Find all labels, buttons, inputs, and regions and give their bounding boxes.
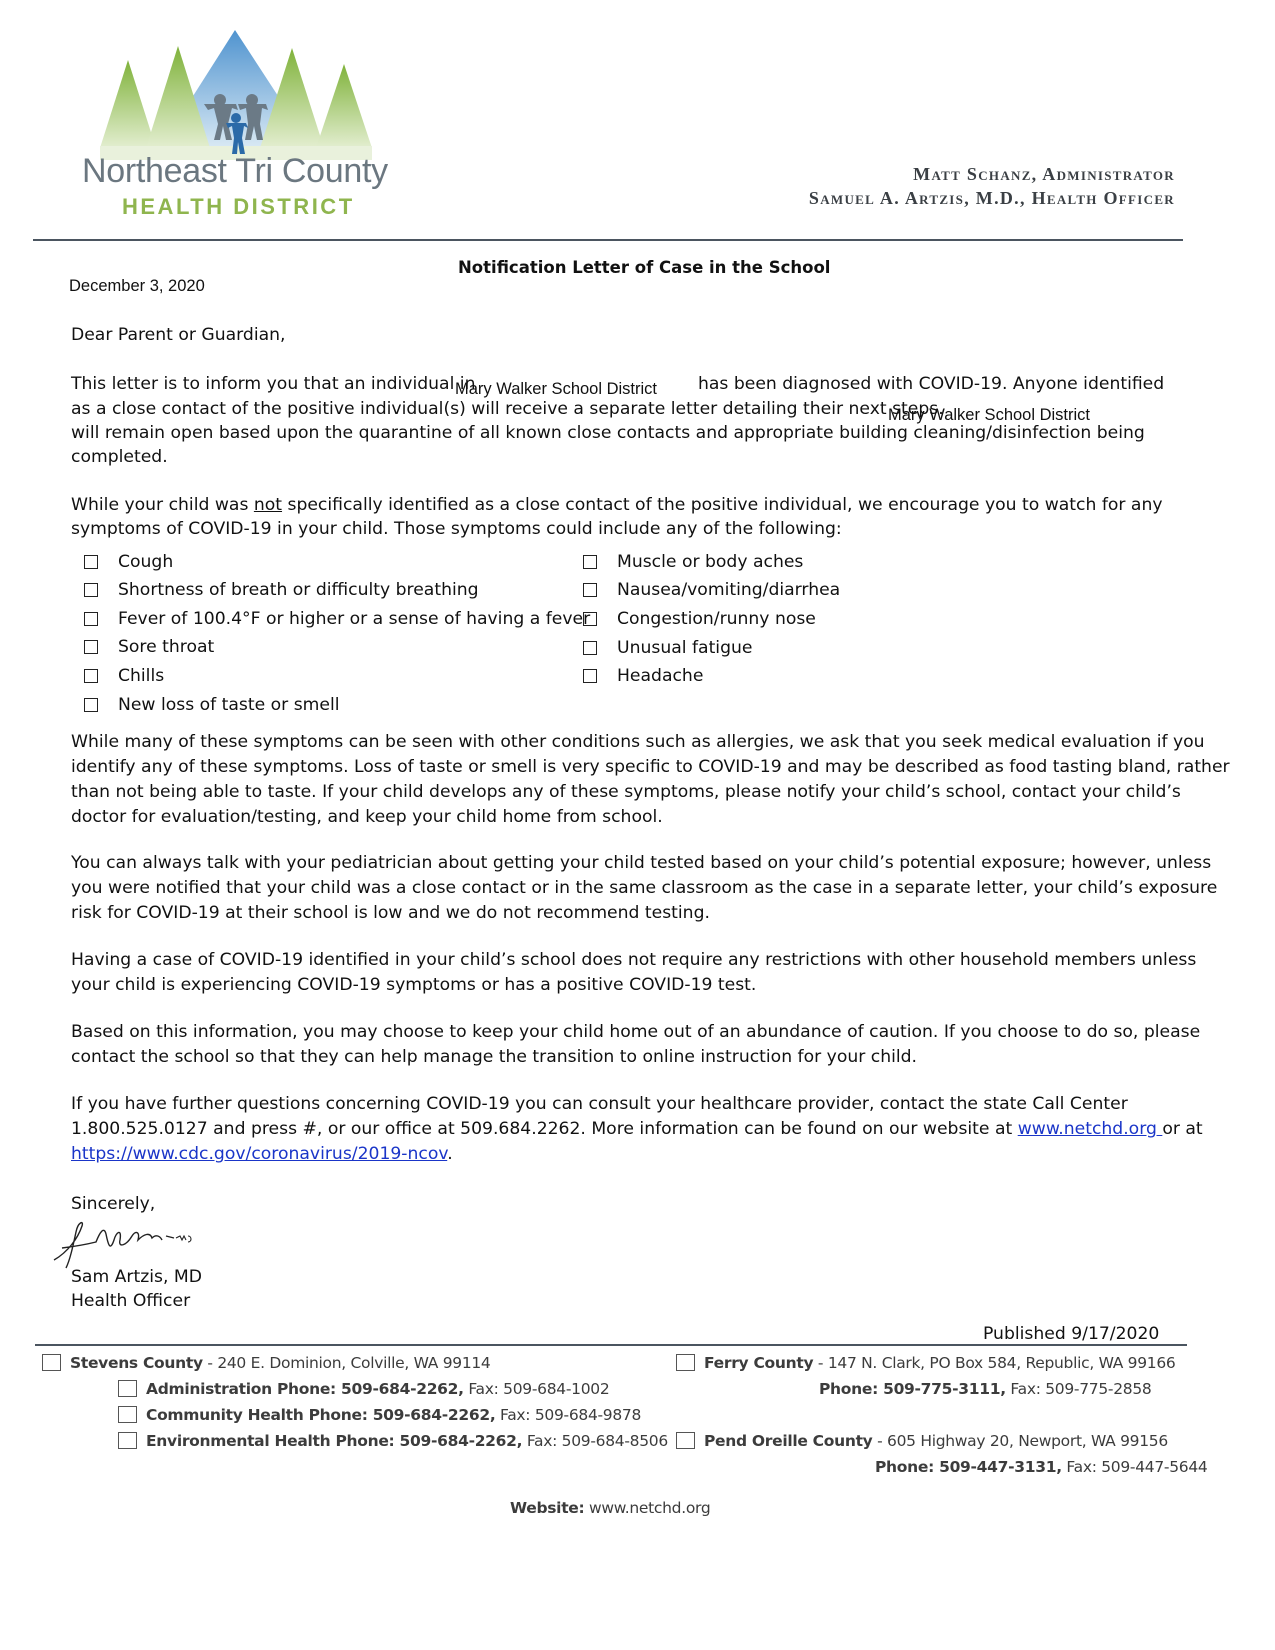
website: [510, 1499, 710, 1517]
checkbox[interactable]: [583, 583, 597, 597]
ferry-phone: [819, 1380, 1151, 1398]
paragraph-2-not-emphasis: not: [253, 495, 283, 515]
pend-oreille-county-label: Pend Oreille County: [704, 1432, 873, 1450]
paragraph-4: [71, 851, 1217, 926]
paragraph-1-line-3: will remain open based upon the quarantine of all known close contacts and appropriate building cleaning/disinfection being: [71, 423, 1145, 443]
org-name: Northeast Tri County: [82, 152, 388, 190]
letter-title: Notification Letter of Case in the School: [458, 258, 831, 277]
paragraph-1-line-4: completed.: [71, 447, 168, 467]
paragraph-1-line-2: as a close contact of the positive individual(s) will receive a separate letter detailing their next steps.: [71, 399, 944, 419]
ferry-county-address: - 147 N. Clark, PO Box 584, Republic, WA 99166: [813, 1354, 1176, 1372]
symptom-label: Shortness of breath or difficulty breathing: [118, 580, 479, 600]
paragraph-line: doctor for evaluation/testing, and keep your child home from school.: [71, 807, 663, 827]
checkbox[interactable]: [583, 669, 597, 683]
signer-title: Health Officer: [71, 1291, 191, 1311]
checkbox[interactable]: [84, 669, 98, 683]
health-officer-line: Samuel A. Artzis, M.D., Health Officer: [808, 188, 1175, 208]
pend-oreille-phone-label: Phone: 509-447-3131,: [875, 1458, 1062, 1476]
administrator-line: Matt Schanz, Administrator: [913, 164, 1175, 184]
checkbox[interactable]: [84, 612, 98, 626]
stevens-county-label: Stevens County: [70, 1354, 203, 1372]
symptom-label: Unusual fatigue: [617, 638, 753, 658]
paragraph-text: .: [447, 1144, 453, 1164]
logo: [80, 28, 410, 228]
pend-oreille-fax: Fax: 509-447-5644: [1061, 1458, 1208, 1476]
paragraph-line: You can always talk with your pediatrician about getting your child tested based on your child’s potential exposure; however, unless: [71, 853, 1212, 873]
administration-phone: [118, 1380, 609, 1398]
symptom-label: Sore throat: [118, 637, 215, 657]
paragraph-3: [71, 730, 1230, 830]
paragraph-line: identify any of these symptoms. Loss of taste or smell is very specific to COVID-19 and may be described as food tasting bland, rather: [71, 757, 1230, 777]
paragraph-7: [71, 1092, 1203, 1167]
website-label: Website:: [510, 1499, 585, 1517]
symptom-label: New loss of taste or smell: [118, 695, 340, 715]
paragraph-2-text-a: While your child was: [71, 495, 254, 515]
ferry-county-label: Ferry County: [704, 1354, 814, 1372]
pend-oreille-phone: [875, 1458, 1207, 1476]
org-subtitle: HEALTH DISTRICT: [122, 194, 355, 219]
checkbox[interactable]: [676, 1354, 695, 1371]
signer-name: Sam Artzis, MD: [71, 1267, 202, 1287]
paragraph-6: [71, 1020, 1200, 1070]
paragraph-line: If you have further questions concerning COVID-19 you can consult your healthcare provider, contact the state Call Center: [71, 1094, 1128, 1114]
checkbox[interactable]: [84, 698, 98, 712]
symptom-label: Chills: [118, 666, 165, 686]
checkbox[interactable]: [84, 583, 98, 597]
footer-divider: [35, 1344, 1187, 1346]
paragraph-line: your child is experiencing COVID-19 symptoms or has a positive COVID-19 test.: [71, 975, 757, 995]
paragraph-line: risk for COVID-19 at their school is low and we do not recommend testing.: [71, 903, 710, 923]
paragraph-text: or at: [1162, 1119, 1203, 1139]
paragraph-5: [71, 948, 1196, 998]
school-name-field-1[interactable]: Mary Walker School District: [455, 380, 658, 398]
community-health-phone-label: Community Health Phone: 509-684-2262,: [146, 1406, 496, 1424]
community-health-phone: [118, 1406, 641, 1424]
paragraph-line: Based on this information, you may choose to keep your child home out of an abundance of caution. If you choose to do so, please: [71, 1022, 1201, 1042]
checkbox[interactable]: [84, 640, 98, 654]
published-date: Published 9/17/2020: [983, 1324, 1160, 1344]
cdc-coronavirus-link[interactable]: https://www.cdc.gov/coronavirus/2019-ncov: [71, 1144, 448, 1164]
paragraph-1-line-1a: This letter is to inform you that an individual in: [71, 374, 476, 394]
checkbox[interactable]: [118, 1380, 137, 1397]
paragraph-line: you were notified that your child was a close contact or in the same classroom as the case in a separate letter, your child’s exposure: [71, 878, 1218, 898]
pend-oreille-county: [676, 1432, 1168, 1450]
symptom-label: Muscle or body aches: [617, 552, 804, 572]
paragraph-2-text-b: specifically identified as a close contact of the positive individual, we encourage you to watch for any: [282, 495, 1163, 515]
letter-date: December 3, 2020: [69, 277, 205, 295]
environmental-health-phone: [118, 1432, 668, 1450]
symptom-label: Cough: [118, 552, 174, 572]
paragraph-line: Having a case of COVID-19 identified in your child’s school does not require any restrictions with other household members unless: [71, 950, 1197, 970]
header-divider: [33, 239, 1183, 241]
paragraph-line: [71, 1117, 1203, 1142]
community-health-fax: Fax: 509-684-9878: [495, 1406, 642, 1424]
administration-fax: Fax: 509-684-1002: [463, 1380, 610, 1398]
salutation: Dear Parent or Guardian,: [71, 325, 286, 345]
administration-phone-label: Administration Phone: 509-684-2262,: [146, 1380, 464, 1398]
ferry-fax: Fax: 509-775-2858: [1005, 1380, 1152, 1398]
stevens-county-address: - 240 E. Dominion, Colville, WA 99114: [202, 1354, 491, 1372]
paragraph-line: [71, 1142, 1203, 1167]
checkbox[interactable]: [118, 1432, 137, 1449]
symptom-label: Fever of 100.4°F or higher or a sense of having a fever: [118, 609, 591, 629]
environmental-health-phone-label: Environmental Health Phone: 509-684-2262,: [146, 1432, 523, 1450]
symptom-label: Nausea/vomiting/diarrhea: [617, 580, 841, 600]
checkbox[interactable]: [42, 1354, 61, 1371]
pend-oreille-county-address: - 605 Highway 20, Newport, WA 99156: [872, 1432, 1168, 1450]
checkbox[interactable]: [583, 612, 597, 626]
website-url[interactable]: www.netchd.org: [584, 1499, 711, 1517]
checkbox[interactable]: [84, 555, 98, 569]
checkbox[interactable]: [583, 555, 597, 569]
symptom-label: Headache: [617, 666, 704, 686]
checkbox[interactable]: [676, 1432, 695, 1449]
stevens-county: [42, 1354, 491, 1372]
closing: Sincerely,: [71, 1194, 156, 1214]
school-name-field-2[interactable]: Mary Walker School District: [888, 406, 1091, 424]
symptom-label: Congestion/runny nose: [617, 609, 816, 629]
ferry-phone-label: Phone: 509-775-3111,: [819, 1380, 1006, 1398]
paragraph-line: contact the school so that they can help manage the transition to online instruction for your child.: [71, 1047, 918, 1067]
logo-mark-icon: [80, 28, 410, 163]
paragraph-1-line-1b: has been diagnosed with COVID-19. Anyone identified: [698, 374, 1165, 394]
netchd-website-link[interactable]: www.netchd.org: [1017, 1119, 1163, 1139]
checkbox[interactable]: [583, 641, 597, 655]
paragraph-text: 1.800.525.0127 and press #, or our office at 509.684.2262. More information can be found on our website at: [71, 1119, 1018, 1139]
paragraph-line: While many of these symptoms can be seen with other conditions such as allergies, we ask that you seek medical evaluation if you: [71, 732, 1205, 752]
checkbox[interactable]: [118, 1406, 137, 1423]
paragraph-line: than not being able to taste. If your child develops any of these symptoms, please notify your child’s school, contact your child’s: [71, 782, 1181, 802]
environmental-health-fax: Fax: 509-684-8506: [522, 1432, 668, 1450]
paragraph-2-line-2: symptoms of COVID-19 in your child. Those symptoms could include any of the following:: [71, 519, 842, 539]
paragraph-2-line-1: [71, 493, 1163, 518]
ferry-county: [676, 1354, 1176, 1372]
